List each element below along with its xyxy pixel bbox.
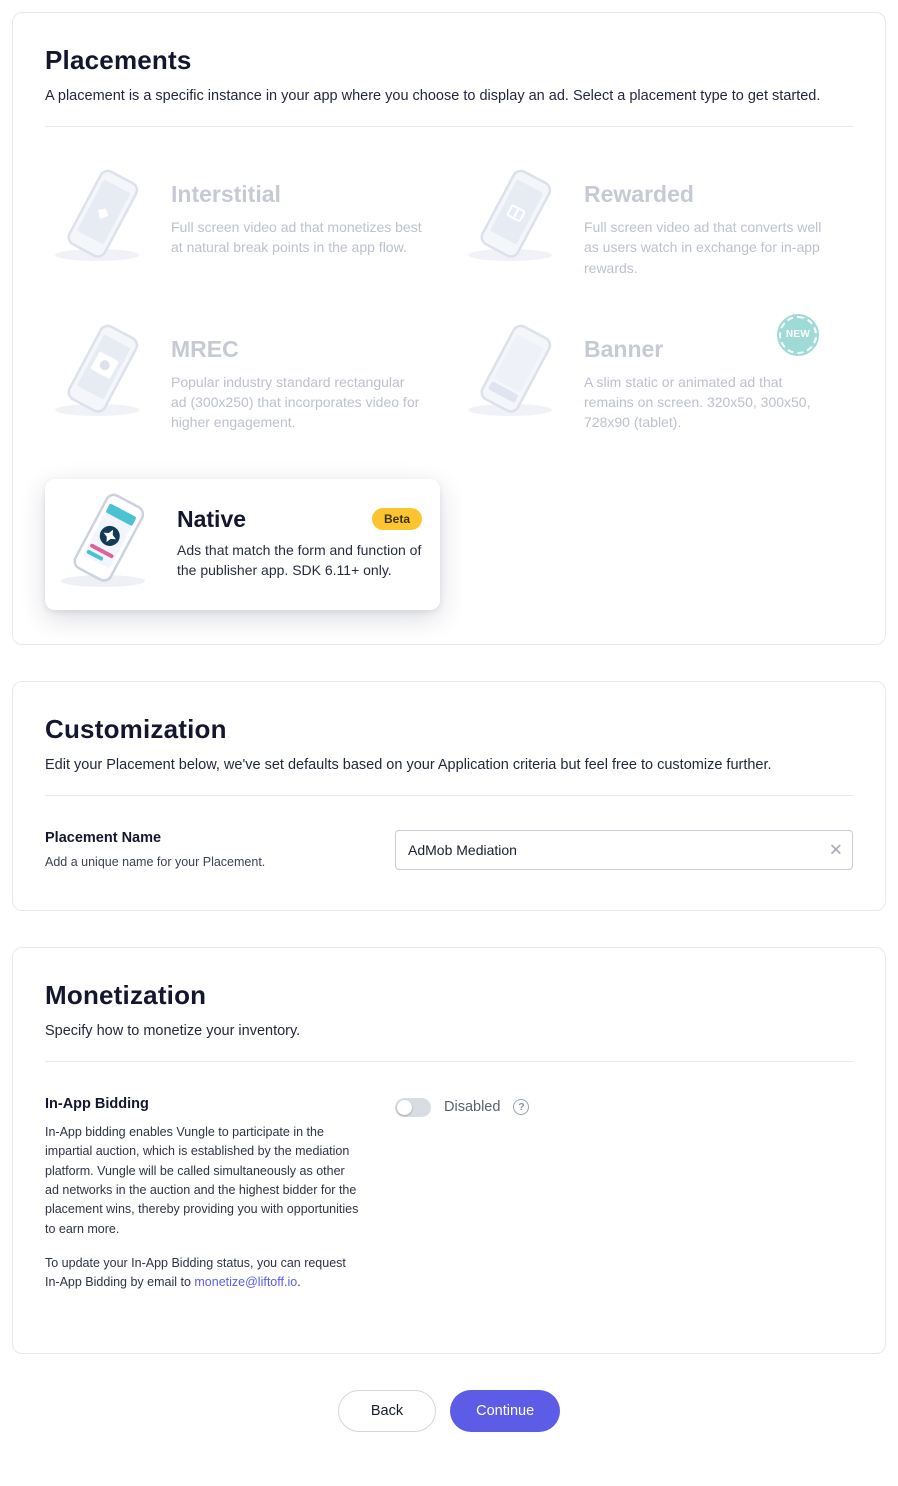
banner-phone-icon — [458, 324, 570, 425]
customization-card — [12, 681, 886, 911]
request-text: To update your In-App Bidding status, you can request In-App Bidding by email to — [45, 1256, 346, 1290]
in-app-bidding-toggle[interactable] — [395, 1098, 431, 1117]
placement-name-native: Native — [177, 505, 247, 532]
monetization-title: Monetization — [45, 979, 207, 1010]
placement-option-rewarded[interactable] — [458, 169, 853, 278]
placement-name-interstitial: Interstitial — [171, 181, 281, 207]
help-icon[interactable]: ? — [513, 1099, 529, 1115]
customization-title: Customization — [45, 713, 227, 744]
toggle-knob — [397, 1100, 412, 1115]
placement-name-input[interactable] — [395, 830, 853, 870]
new-badge: NEW — [779, 316, 817, 354]
placement-name-banner: Banner — [584, 335, 664, 362]
placement-desc-interstitial: Full screen video ad that monetizes best at natural break points in the app flow. — [171, 219, 422, 256]
monetize-email-link[interactable]: monetize@liftoff.io — [194, 1275, 298, 1290]
in-app-bidding-label: In-App Bidding — [45, 1095, 149, 1112]
placement-option-banner[interactable] — [458, 324, 853, 433]
native-phone-icon — [51, 493, 163, 594]
monetization-subtitle: Specify how to monetize your inventory. — [45, 1022, 301, 1039]
customization-subtitle: Edit your Placement below, we've set defaults based on your Application criteria but feel free to customize further. — [45, 756, 772, 773]
rewarded-phone-icon — [458, 169, 570, 270]
placement-name-mrec: MREC — [171, 335, 239, 362]
beta-badge: Beta — [372, 508, 422, 530]
monetization-card — [12, 947, 886, 1354]
placement-desc-rewarded: Full screen video ad that converts well as users watch in exchange for in-app rewards. — [584, 219, 822, 276]
divider — [45, 126, 853, 127]
placement-name-row — [45, 830, 853, 870]
placement-name-rewarded: Rewarded — [584, 181, 694, 207]
placement-name-helper: Add a unique name for your Placement. — [45, 854, 266, 869]
back-button[interactable]: Back — [338, 1390, 436, 1432]
placement-desc-mrec: Popular industry standard rectangular ad (300x250) that incorporates video for higher engagement. — [171, 373, 420, 431]
footer-actions — [0, 1390, 898, 1432]
placements-title: Placements — [45, 45, 192, 75]
in-app-bidding-row — [45, 1096, 853, 1293]
continue-button[interactable]: Continue — [450, 1390, 560, 1432]
in-app-bidding-request — [45, 1254, 360, 1293]
placement-option-interstitial[interactable] — [45, 169, 440, 278]
in-app-bidding-description: In-App bidding enables Vungle to participate in the impartial auction, which is established by the mediation platform. Vungle will be called simultaneously as other ad networks in the auction and the highest bidder for the placement wins, thereby providing you with opportunities to earn more. — [45, 1124, 359, 1236]
interstitial-phone-icon — [45, 169, 157, 270]
placements-card — [12, 12, 886, 645]
mrec-phone-icon — [45, 324, 157, 425]
request-text-suffix: . — [297, 1275, 301, 1290]
clear-input-icon[interactable]: ✕ — [828, 840, 843, 860]
placement-option-native[interactable] — [45, 479, 440, 610]
placement-name-label: Placement Name — [45, 829, 162, 846]
placement-option-mrec[interactable] — [45, 324, 440, 433]
in-app-bidding-toggle-group — [395, 1096, 529, 1117]
placement-desc-banner: A slim static or animated ad that remains on screen. 320x50, 300x50, 728x90 (tablet). — [584, 373, 811, 431]
in-app-bidding-status: Disabled — [444, 1099, 501, 1116]
divider — [45, 795, 853, 796]
placements-subtitle: A placement is a specific instance in your app where you choose to display an ad. Select a placement type to get started. — [45, 88, 821, 104]
placement-type-grid — [45, 169, 853, 610]
placement-desc-native: Ads that match the form and function of the publisher app. SDK 6.11+ only. — [177, 541, 422, 579]
divider — [45, 1061, 853, 1062]
